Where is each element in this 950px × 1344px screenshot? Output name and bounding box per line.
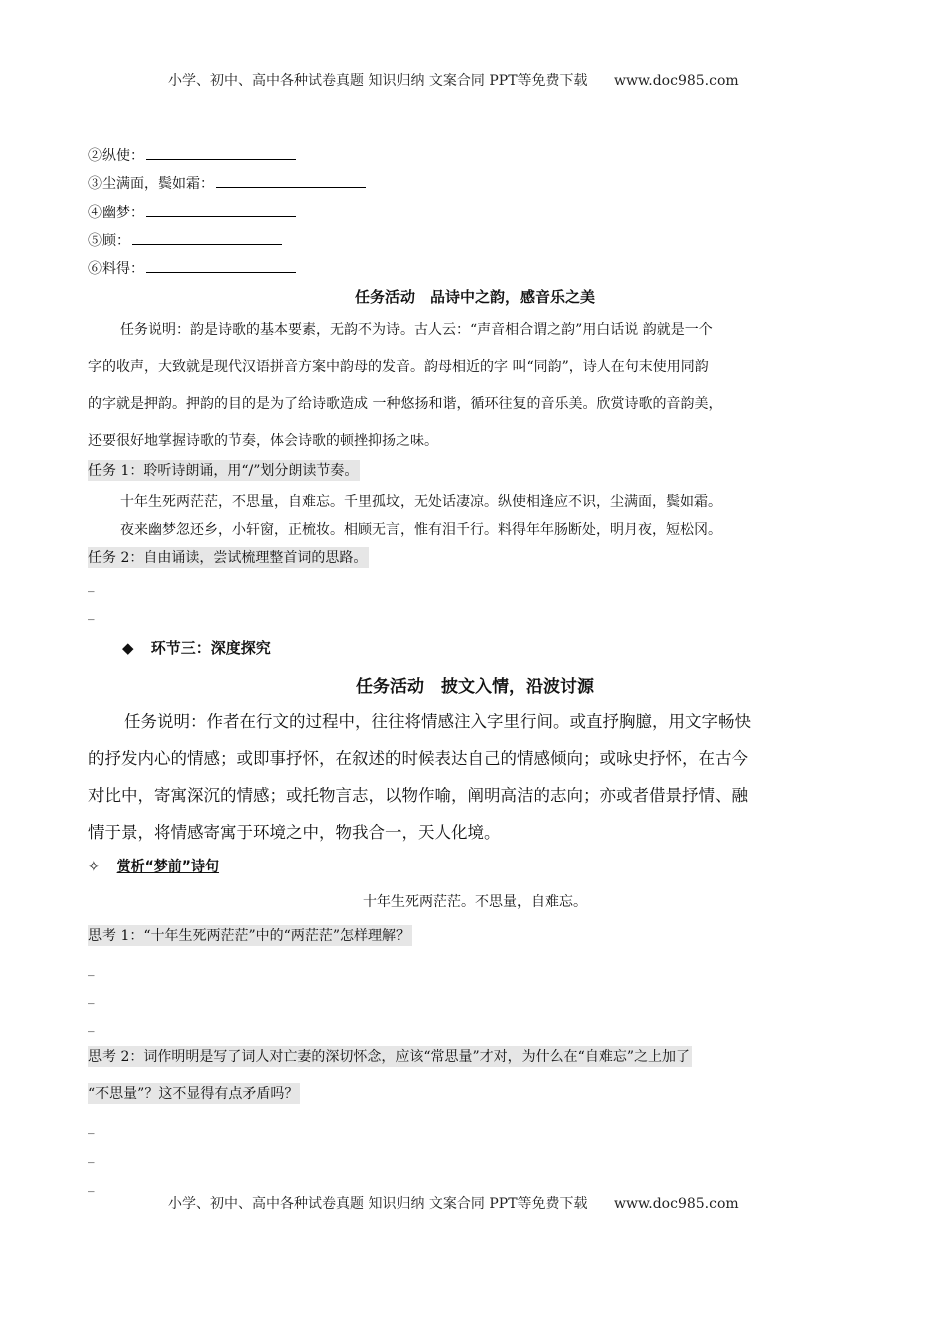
answer-line[interactable]: _ xyxy=(88,1149,95,1164)
answer-line[interactable]: _ xyxy=(88,962,95,977)
appreciation-title: 赏析“梦前”诗句 xyxy=(116,859,220,875)
footer-text: 小学、初中、高中各种试卷真题 知识归纳 文案合同 PPT等免费下载 xyxy=(168,1196,588,1212)
sub-task-2: 任务 2：自由诵读，尝试梳理整首词的思路。 xyxy=(88,547,369,568)
answer-line[interactable]: _ xyxy=(88,578,95,593)
footer-site: www.doc985.com xyxy=(613,1196,739,1212)
answer-line[interactable]: _ xyxy=(88,990,95,1005)
task1-desc-line: 字的收声，大致就是现代汉语拼音方案中韵母的发音。韵母相近的字 叫“同韵”，诗人在句末使用同韵 xyxy=(88,359,709,375)
star-bullet-icon: ✧ xyxy=(88,859,100,875)
answer-blank[interactable] xyxy=(132,231,282,245)
appreciation-heading xyxy=(88,856,219,876)
section3-heading xyxy=(122,637,271,658)
answer-blank[interactable] xyxy=(146,203,296,217)
fill-item-5: ⑤顾： xyxy=(88,230,282,250)
task2-desc-line: 的抒发内心的情感；或即事抒怀，在叙述的时候表达自己的情感倾向；或咏史抒怀，在古今 xyxy=(88,749,748,768)
header-text: 小学、初中、高中各种试卷真题 知识归纳 文案合同 PPT等免费下载 xyxy=(168,73,588,89)
task2-title: 任务活动 披文入情，沿波讨源 xyxy=(356,677,594,697)
diamond-bullet-icon: ◆ xyxy=(122,639,134,657)
answer-line[interactable]: _ xyxy=(88,1120,95,1135)
header-site: www.doc985.com xyxy=(613,73,739,89)
poem-line: 十年生死两茫茫，不思量，自难忘。千里孤坟，无处话凄凉。纵使相逢应不识，尘满面，鬓如霜。 xyxy=(120,494,722,510)
task2-desc-line: 任务说明：作者在行文的过程中，往往将情感注入字里行间。或直抒胸臆，用文字畅快 xyxy=(124,712,751,731)
answer-blank[interactable] xyxy=(216,174,366,188)
answer-line[interactable]: _ xyxy=(88,606,95,621)
fill-item-4: ④幽梦： xyxy=(88,202,296,222)
answer-line[interactable]: _ xyxy=(88,1018,95,1033)
task1-desc-line: 任务说明：韵是诗歌的基本要素，无韵不为诗。古人云：“声音相合谓之韵”用白话说 韵就是一个 xyxy=(120,322,713,338)
task1-desc-line: 还要很好地掌握诗歌的节奏，体会诗歌的顿挫抑扬之味。 xyxy=(88,433,438,449)
answer-line[interactable]: _ xyxy=(88,1178,95,1193)
question-1: 思考 1：“十年生死两茫茫”中的“两茫茫”怎样理解？ xyxy=(88,925,412,946)
page-header xyxy=(168,70,739,90)
task1-title: 任务活动 品诗中之韵，感音乐之美 xyxy=(354,288,595,306)
task2-desc-line: 情于景，将情感寄寓于环境之中，物我合一，天人化境。 xyxy=(88,823,501,842)
fill-item-2: ②纵使： xyxy=(88,145,296,165)
task1-desc-line: 的字就是押韵。押韵的目的是为了给诗歌造成 一种悠扬和谐，循环往复的音乐美。欣赏诗歌的音韵美， xyxy=(88,396,723,412)
section3-title: 环节三：深度探究 xyxy=(150,639,271,657)
answer-blank[interactable] xyxy=(146,146,296,160)
verse-quote: 十年生死两茫茫。不思量，自难忘。 xyxy=(363,894,587,910)
answer-blank[interactable] xyxy=(146,259,296,273)
task2-desc-line: 对比中，寄寓深沉的情感；或托物言志，以物作喻，阐明高洁的志向；亦或者借景抒情、融 xyxy=(88,786,748,805)
fill-item-3: ③尘满面，鬓如霜： xyxy=(88,173,366,193)
page-footer xyxy=(168,1193,739,1213)
question-2-line-2: “不思量”？这不显得有点矛盾吗？ xyxy=(88,1083,300,1104)
poem-line: 夜来幽梦忽还乡，小轩窗，正梳妆。相顾无言，惟有泪千行。料得年年肠断处，明月夜，短松冈。 xyxy=(120,522,722,538)
question-2-line-1: 思考 2：词作明明是写了词人对亡妻的深切怀念，应该“常思量”才对，为什么在“自难忘”之上加了 xyxy=(88,1046,692,1067)
fill-item-6: ⑥料得： xyxy=(88,258,296,278)
sub-task-1: 任务 1：聆听诗朗诵，用“/”划分朗读节奏。 xyxy=(88,460,360,481)
